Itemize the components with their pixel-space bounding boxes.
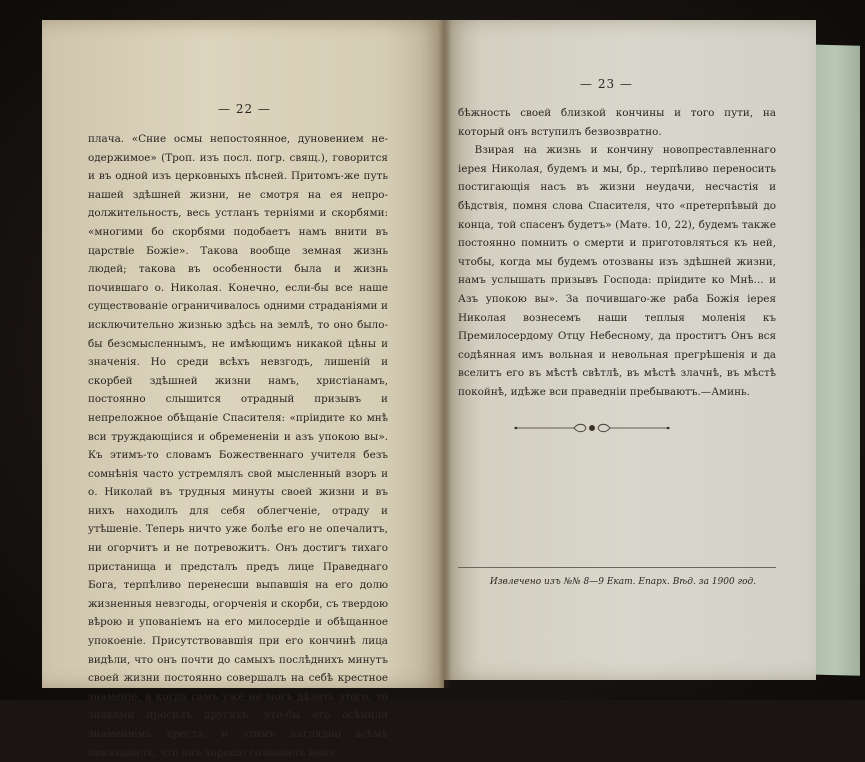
right-paragraph-2: Взирая на жизнь и кончину новопреставленнаго іерея Николая, будемъ и мы, бр., терпѣливо переносить постигающія насъ въ жизни неудачи, несчастія и бѣдствія, помня слова Спасителя, что «претерпѣвый до конца, той спасенъ будетъ» (Матѳ. 10, 22), будемъ также постоянно помнить о смерти и приготовляться къ ней, чтобы, когда мы будемъ отозваны изъ здѣшней жизни, намъ услышать призывъ Господа: пріидите ко Мнѣ... и Азъ упокою вы». За почившаго-же раба Божія іерея Николая вознесемъ наши теплыя моленія къ Премилосердому Отцу Небесному, да проститъ Онъ вся содѣянная имъ вольная и невольная прегрѣшенія и да вселитъ его въ мѣстѣ свѣтлѣ, въ мѣстѣ злачнѣ, въ мѣстѣ покойнѣ, идѣже вси праведніи пребываютъ.—Аминь. bbox=[458, 144, 776, 398]
footnote-rule bbox=[458, 567, 776, 568]
left-page-body bbox=[88, 130, 388, 762]
left-page-number: — 22 — bbox=[218, 102, 271, 116]
left-paragraph: плача. «Сние осмы непостоянное, дуновением неодержимое» (Троп. изъ посл. погр. свящ.), говорится и въ одной изъ церковныхъ пѣсней. Притомъ-же путь нашей здѣшней жизни, не смотря на ея непродолжительность, весь устланъ терніями и скорбями: «многими бо скорбями подобаетъ намъ внити въ царствіе Божіе». Такова вообще земная жизнь людей; такова въ особенности была и жизнь почившаго о. Николая. Конечно, если-бы все наше существованіе ограничивалось одними страданіями и исключительно жизнью здѣсь на землѣ, то оно было-бы безсмысленнымъ, не имѣющимъ никакой цѣны и значенія. Но среди всѣхъ невзгодъ, лишеній и скорбей здѣшней жизни намъ, христіанамъ, постоянно слышится отрадный призывъ и непреложное обѣщаніе Спасителя: «пріидите ко мнѣ вси труждающіися и обремененіи и азъ упокою вы». Къ этимъ-то словамъ Божественнаго учителя безъ сомнѣнія часто устремлялъ свой мысленный взоръ и о. Николай въ трудныя минуты своей жизни и въ нихъ находилъ для себя облегченіе, отраду и утѣшеніе. Теперь ничто уже болѣе его не опечалитъ, ни огорчитъ и не потревожитъ. Онъ достигъ тихаго пристанища и предсталъ предъ лице Праведнаго Бога, терпѣливо перенесши выпавшія на его долю жизненныя невзгоды, огорченія и скорби, съ твердою вѣрою и упованіемъ на его милосердіе и обѣщанное упокоеніе. Присутствовавшія при его кончинѣ лица видѣли, что онъ почти до самыхъ послѣднихъ минутъ своей жизни постоянно совершалъ на себѣ крестное знаменіе, а когда самъ уже не могъ дѣлать этого, то знаками просилъ другихъ, что-бы его осѣнили знаменіемъ креста, и этимъ наглядно всѣмъ показывалъ, что онъ хорошо сознавалъ неиз- bbox=[88, 133, 388, 759]
right-paragraph-1: бѣжность своей близкой кончины и того пути, на который онъ вступилъ безвозвратно. bbox=[458, 107, 776, 138]
ornament-divider bbox=[512, 420, 672, 436]
right-page-body bbox=[458, 104, 776, 402]
book-gutter bbox=[438, 20, 452, 688]
footnote: Извлечено изъ №№ 8—9 Екат. Епарх. Вѣд. за 1900 год. bbox=[489, 577, 757, 587]
right-page-number: — 23 — bbox=[580, 77, 633, 91]
